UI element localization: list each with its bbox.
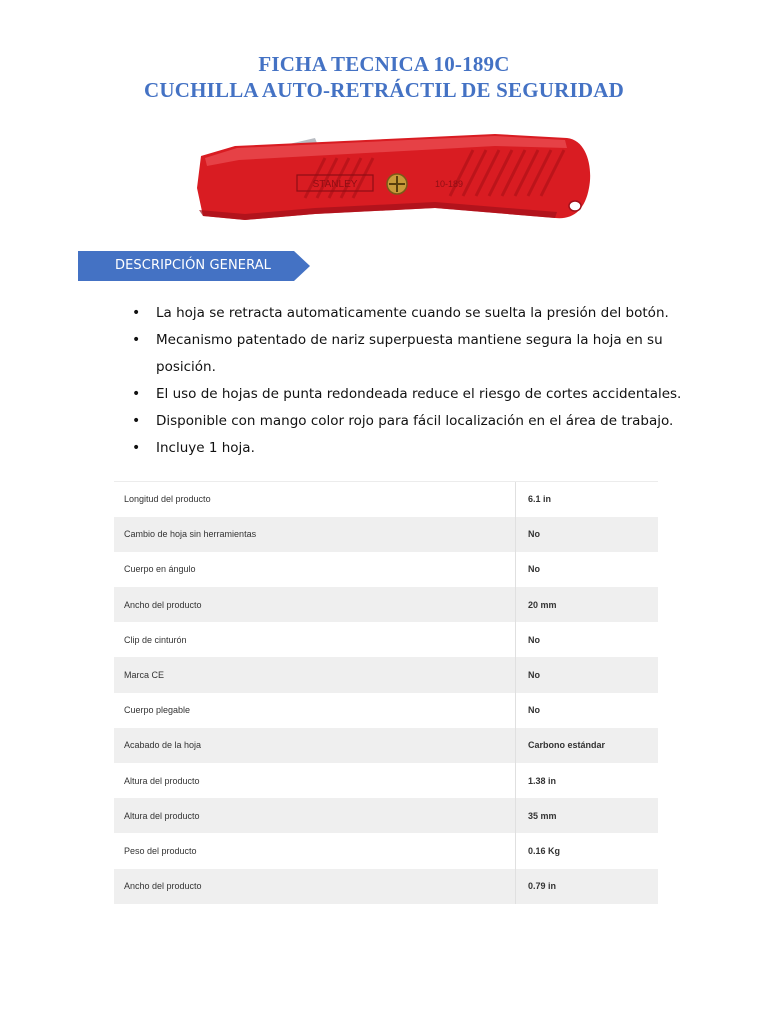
spec-label: Cambio de hoja sin herramientas bbox=[124, 529, 257, 540]
table-row bbox=[114, 869, 658, 904]
spec-label: Ancho del producto bbox=[124, 599, 202, 610]
specifications-table bbox=[114, 481, 658, 904]
section-heading: DESCRIPCIÓN GENERAL bbox=[115, 258, 272, 273]
spec-value: Carbono estándar bbox=[516, 728, 659, 763]
table-row bbox=[114, 657, 658, 692]
table-row bbox=[114, 587, 658, 622]
list-item: • Incluye 1 hoja. bbox=[132, 435, 692, 462]
spec-label: Marca CE bbox=[124, 670, 165, 681]
spec-value: 6.1 in bbox=[516, 482, 659, 517]
spec-label: Longitud del producto bbox=[114, 482, 516, 517]
section-banner-descripcion-general bbox=[78, 251, 310, 281]
page-title-line-2: CUCHILLA AUTO-RETRÁCTIL DE SEGURIDAD bbox=[144, 78, 624, 102]
table-row bbox=[114, 763, 658, 798]
spec-value: No bbox=[516, 517, 659, 552]
hang-hole-icon bbox=[569, 201, 581, 211]
spec-value: 20 mm bbox=[516, 587, 659, 622]
table-row bbox=[114, 622, 658, 657]
spec-value: 1.38 in bbox=[516, 763, 659, 798]
spec-value: No bbox=[516, 552, 659, 587]
spec-value: No bbox=[516, 657, 659, 692]
list-item: • El uso de hojas de punta redondeada reduce el riesgo de cortes accidentales. bbox=[132, 381, 692, 408]
spec-label: Altura del producto bbox=[124, 775, 200, 786]
description-list bbox=[132, 300, 692, 462]
spec-value: 0.79 in bbox=[516, 869, 659, 904]
list-item: • Mecanismo patentado de nariz superpuesta mantiene segura la hoja en su posición. bbox=[132, 327, 692, 381]
table-row bbox=[114, 552, 658, 587]
spec-value: 35 mm bbox=[516, 798, 659, 833]
list-item: • La hoja se retracta automaticamente cuando se suelta la presión del botón. bbox=[132, 300, 692, 327]
spec-label: Ancho del producto bbox=[124, 881, 202, 892]
table-row bbox=[114, 517, 658, 552]
product-image-utility-knife bbox=[195, 128, 595, 228]
spec-value: No bbox=[516, 693, 659, 728]
spec-label: Altura del producto bbox=[124, 810, 200, 821]
brand-label: STANLEY bbox=[312, 179, 358, 190]
list-item: • Disponible con mango color rojo para fácil localización en el área de trabajo. bbox=[132, 408, 692, 435]
model-mark: 10-189 bbox=[435, 179, 464, 189]
spec-label: Clip de cinturón bbox=[124, 634, 187, 645]
spec-value: 0.16 Kg bbox=[516, 833, 659, 868]
spec-label: Acabado de la hoja bbox=[124, 740, 202, 751]
table-row bbox=[114, 833, 658, 868]
table-row bbox=[114, 798, 658, 833]
table-row bbox=[114, 693, 658, 728]
spec-label: Peso del producto bbox=[124, 845, 197, 856]
spec-value: No bbox=[516, 622, 659, 657]
spec-label: Cuerpo plegable bbox=[124, 705, 191, 716]
table-row bbox=[114, 482, 658, 517]
page-title-line-1: FICHA TECNICA 10-189C bbox=[258, 52, 510, 76]
table-row bbox=[114, 728, 658, 763]
spec-label: Cuerpo en ángulo bbox=[124, 564, 196, 575]
